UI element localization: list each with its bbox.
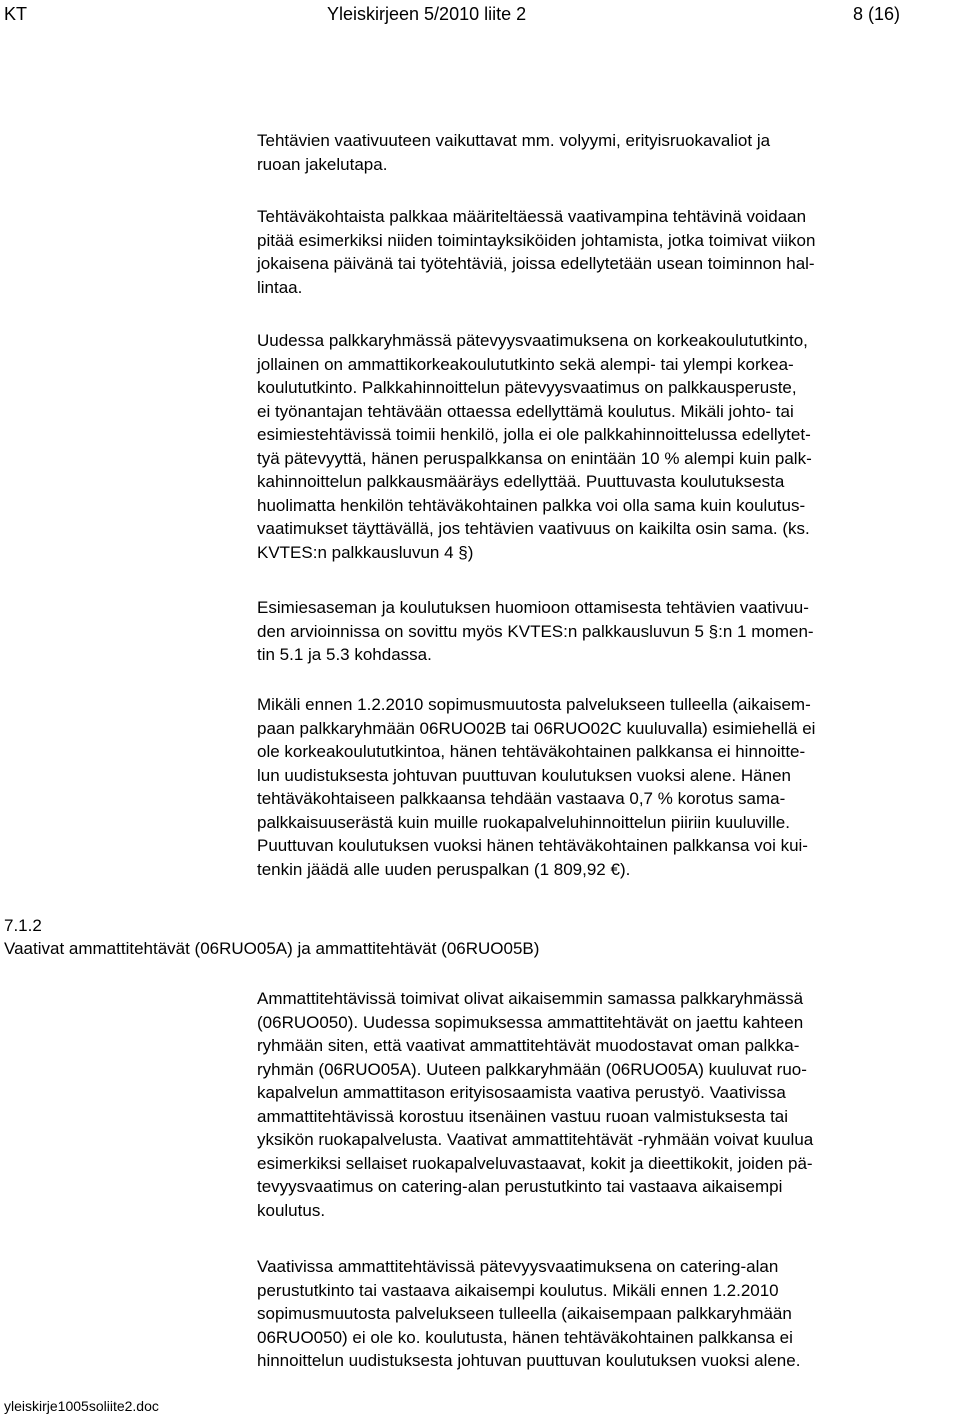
paragraph-line: vaatimukset täyttävällä, jos tehtävien vaativuus on kaikilta osin sama. (ks.: [257, 519, 810, 538]
paragraph-line: koulututkinto. Palkkahinnoittelun pätevyysvaatimus on palkkausperuste,: [257, 378, 797, 397]
paragraph-line: ei työnantajan tehtävään ottaessa edellyttämä koulutus. Mikäli johto- tai: [257, 401, 794, 421]
paragraph-line: esimerkiksi sellaiset ruokapalveluvastaavat, kokit ja dieettikokit, joiden pä-: [257, 1153, 813, 1173]
paragraph-line: den arvioinnissa on sovittu myös KVTES:n palkkausluvun 5 §:n 1 momen-: [257, 621, 814, 641]
paragraph-line: ruoan jakelutapa.: [257, 154, 388, 174]
paragraph-line: huolimatta henkilön tehtäväkohtainen palkka voi olla sama kuin koulutus-: [257, 495, 806, 515]
paragraph-line: ammattitehtävissä korostuu itsenäinen vastuu ruoan valmistuksesta tai: [257, 1106, 789, 1126]
paragraph-line: koulutus.: [257, 1200, 326, 1220]
header-org: KT: [4, 4, 28, 24]
paragraph-line: tin 5.1 ja 5.3 kohdassa.: [257, 645, 432, 664]
header-page-number: 8 (16): [853, 4, 901, 24]
paragraph-line: 06RUO050) ei ole ko. koulutusta, hänen tehtäväkohtainen palkkansa ei: [257, 1327, 793, 1347]
paragraph-line: hinnoittelun uudistuksesta johtuvan puuttuvan koulutuksen vuoksi alene.: [257, 1351, 801, 1370]
paragraph-line: perustutkinto tai vastaava aikaisempi koulutus. Mikäli ennen 1.2.2010: [257, 1280, 779, 1300]
paragraph-line: kapalvelun ammattitason erityisosaamista vaativa perustyö. Vaativissa: [257, 1083, 786, 1102]
paragraph-line: ryhmään siten, että vaativat ammattitehtävät muodostavat oman palkka-: [257, 1036, 800, 1055]
paragraph-line: ole korkeakoulututkintoa, hänen tehtäväkohtainen palkkansa ei hinnoitte-: [257, 742, 806, 761]
paragraph-line: Ammattitehtävissä toimivat olivat aikaisemmin samassa palkkaryhmässä: [257, 989, 804, 1008]
paragraph-line: Tehtäväkohtaista palkkaa määriteltäessä vaativampina tehtävinä voidaan: [257, 207, 807, 226]
footer-filename: yleiskirje1005soliite2.doc: [4, 1398, 159, 1414]
paragraph-3: [257, 329, 957, 564]
paragraph-6: [257, 987, 957, 1222]
paragraph-7: [257, 1255, 957, 1373]
paragraph-line: kahinnoittelun palkkausmääräys edellyttää. Puuttuvasta koulutuksesta: [257, 472, 785, 491]
paragraph-line: ryhmän (06RUO05A). Uuteen palkkaryhmään (06RUO05A) kuuluvat ruo-: [257, 1059, 807, 1079]
paragraph-line: tehtäväkohtaiseen palkkaansa tehdään vastaava 0,7 % korotus sama-: [257, 789, 786, 808]
paragraph-line: jollainen on ammattikorkeakoulututkinto sekä alempi- tai ylempi korkea-: [257, 354, 794, 374]
paragraph-line: lintaa.: [257, 277, 303, 297]
paragraph-line: (06RUO050). Uudessa sopimuksessa ammattitehtävät on jaettu kahteen: [257, 1012, 804, 1032]
paragraph-line: Mikäli ennen 1.2.2010 sopimusmuutosta palvelukseen tulleella (aikaisem-: [257, 695, 811, 714]
paragraph-line: Puuttuvan koulutuksen vuoksi hänen tehtäväkohtainen palkkansa voi kui-: [257, 836, 808, 855]
paragraph-line: Esimiesaseman ja koulutuksen huomioon ottamisesta tehtävien vaativuu-: [257, 598, 809, 617]
paragraph-line: KVTES:n palkkausluvun 4 §): [257, 542, 474, 562]
header-title: Yleiskirjeen 5/2010 liite 2: [327, 4, 527, 24]
paragraph-line: tyä pätevyyttä, hänen peruspalkkansa on enintään 10 % alempi kuin palk-: [257, 448, 812, 468]
paragraph-line: paan palkkaryhmään 06RUO02B tai 06RUO02C kuuluvalla) esimiehellä ei: [257, 718, 816, 738]
paragraph-line: jokaisena päivänä tai työtehtäviä, joissa edellytetään usean toiminnon hal-: [257, 254, 815, 273]
paragraph-line: palkkaisuuserästä kuin muille ruokapalveluhinnoittelun piiriin kuuluville.: [257, 812, 790, 832]
paragraph-line: esimiestehtävissä toimii henkilö, jolla ei ole palkkahinnoittelussa edellytet-: [257, 425, 811, 444]
section-heading: Vaativat ammattitehtävät (06RUO05A) ja ammattitehtävät (06RUO05B): [4, 939, 540, 958]
paragraph-line: sopimusmuutosta palvelukseen tulleella (aikaisempaan palkkaryhmään: [257, 1304, 792, 1323]
page-header: [4, 4, 934, 28]
section-number: 7.1.2: [4, 916, 42, 935]
paragraph-5: [257, 693, 957, 881]
paragraph-line: tenkin jäädä alle uuden peruspalkan (1 809,92 €).: [257, 859, 631, 879]
paragraph-line: Tehtävien vaativuuteen vaikuttavat mm. volyymi, erityisruokavaliot ja: [257, 131, 771, 150]
paragraph-line: Uudessa palkkaryhmässä pätevyysvaatimuksena on korkeakoulututkinto,: [257, 331, 808, 350]
paragraph-1: [257, 129, 957, 176]
paragraph-line: pitää esimerkiksi niiden toimintayksiköiden johtamista, jotka toimivat viikon: [257, 230, 816, 250]
paragraph-line: tevyysvaatimus on catering-alan perustutkinto tai vastaava aikaisempi: [257, 1177, 783, 1196]
paragraph-line: yksikön ruokapalvelusta. Vaativat ammattitehtävät -ryhmään voivat kuulua: [257, 1130, 814, 1149]
paragraph-line: lun uudistuksesta johtuvan puuttuvan koulutuksen vuoksi alene. Hänen: [257, 765, 791, 785]
paragraph-2: [257, 205, 957, 299]
paragraph-line: Vaativissa ammattitehtävissä pätevyysvaatimuksena on catering-alan: [257, 1257, 779, 1276]
paragraph-4: [257, 596, 957, 667]
